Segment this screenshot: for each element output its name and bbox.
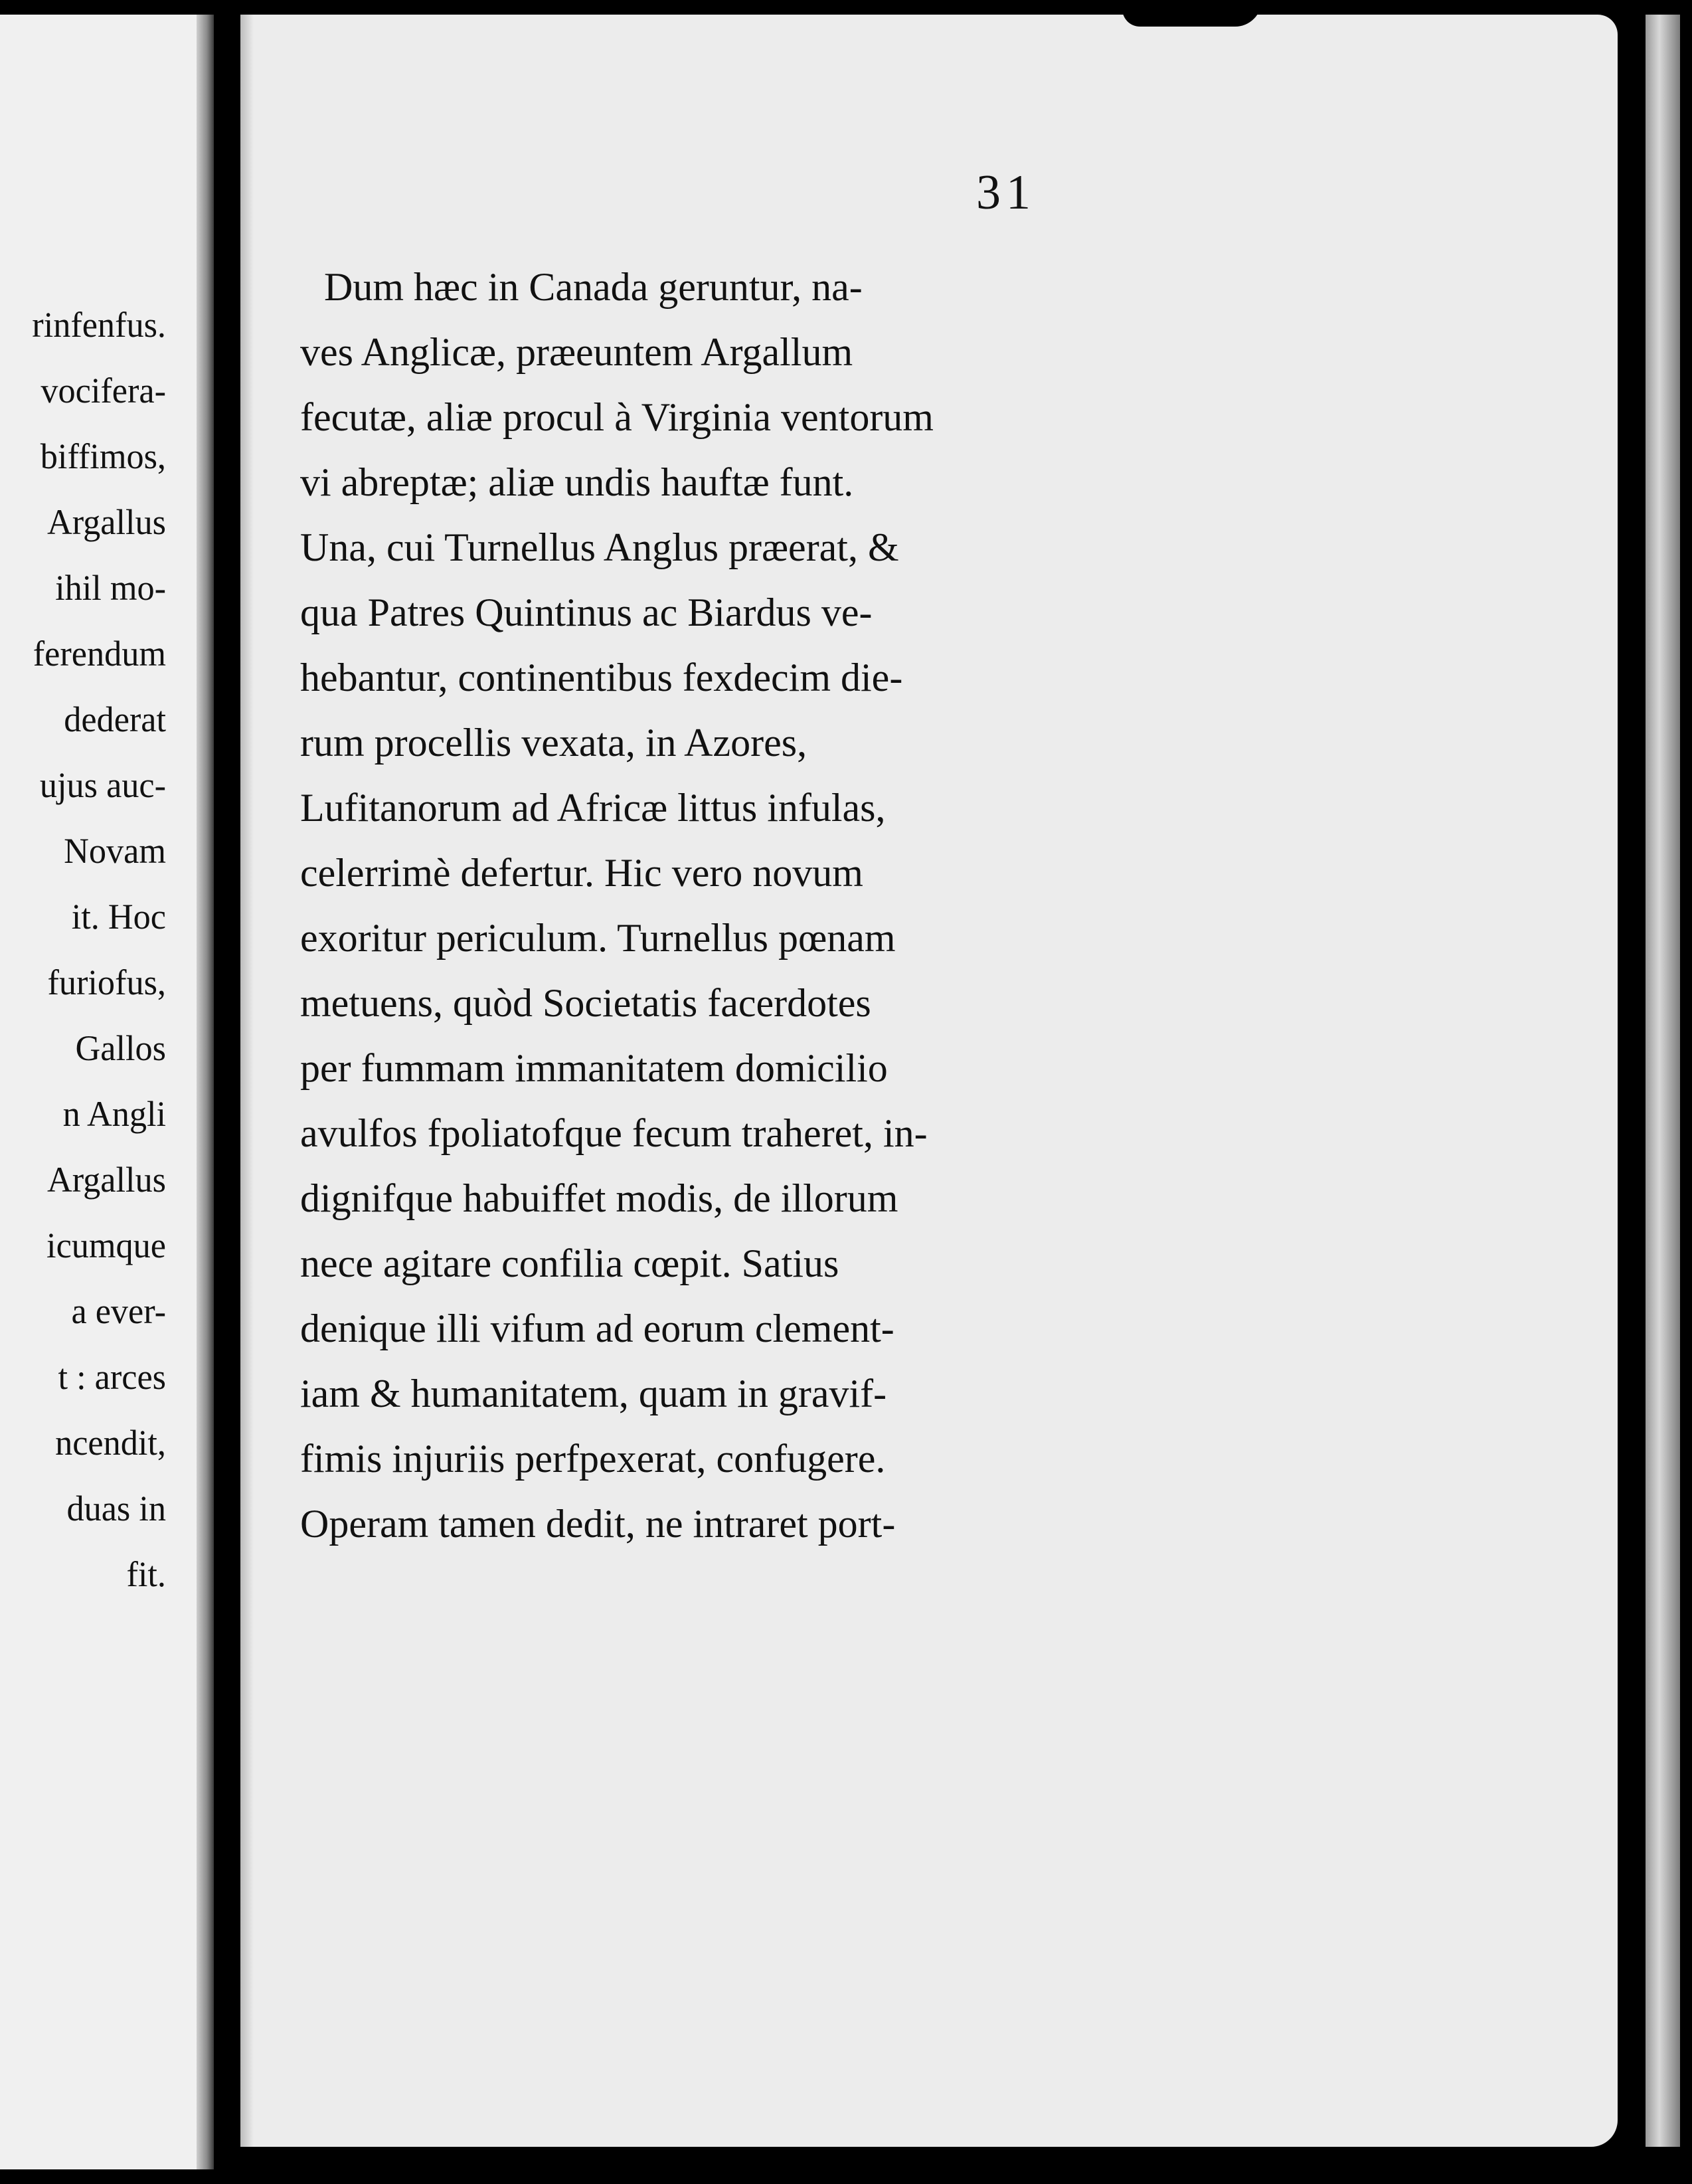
- previous-page-line: dederat: [64, 699, 166, 739]
- previous-page-line: Novam: [64, 831, 166, 871]
- text-line: celerrimè defertur. Hic vero novum: [300, 851, 863, 895]
- previous-page-line: a ever-: [71, 1291, 166, 1331]
- previous-page-line: t : arces: [58, 1357, 167, 1397]
- main-page: [240, 15, 1618, 2147]
- previous-page-line: ujus auc-: [39, 765, 166, 805]
- text-line: metuens, quòd Societatis facerdotes: [300, 981, 871, 1025]
- page-number: 31: [976, 165, 1036, 220]
- text-line: hebantur, continentibus fexdecim die-: [300, 656, 903, 699]
- previous-page-line: ncendit,: [55, 1423, 166, 1463]
- text-line: avulfos fpoliatofque fecum traheret, in-: [300, 1111, 928, 1155]
- right-edge-band: [1618, 0, 1692, 2184]
- previous-page-line: ferendum: [33, 634, 166, 674]
- previous-page-line: vocifera-: [41, 371, 167, 410]
- text-line: vi abreptæ; aliæ undis hauftæ funt.: [300, 460, 854, 504]
- book-gutter: [214, 0, 240, 2184]
- text-line: ves Anglicæ, præeuntem Argallum: [300, 330, 853, 374]
- previous-page-line: fit.: [126, 1554, 166, 1594]
- previous-page-line: icumque: [46, 1226, 166, 1265]
- text-line: dignifque habuiffet modis, de illorum: [300, 1176, 898, 1220]
- text-line: fimis injuriis perfpexerat, confugere.: [300, 1437, 886, 1481]
- text-line: fecutæ, aliæ procul à Virginia ventorum: [300, 395, 934, 439]
- text-line: rum procellis vexata, in Azores,: [300, 721, 807, 765]
- previous-page-fragment: [0, 15, 214, 2169]
- previous-page-line: it. Hoc: [71, 897, 167, 937]
- text-line: Dum hæc in Canada geruntur, na-: [324, 265, 863, 309]
- text-line: denique illi vifum ad eorum clement-: [300, 1307, 894, 1350]
- page-edge-shadow: [197, 15, 214, 2169]
- text-line: qua Patres Quintinus ac Biardus ve-: [300, 591, 873, 634]
- text-line: exoritur periculum. Turnellus pœnam: [300, 916, 896, 960]
- page-stack-edge: [1646, 15, 1680, 2147]
- text-line: Lufitanorum ad Africæ littus infulas,: [300, 786, 886, 830]
- previous-page-line: furiofus,: [47, 962, 166, 1002]
- previous-page-line: rinfenfus.: [32, 305, 167, 345]
- text-line: nece agitare confilia cœpit. Satius: [300, 1241, 839, 1285]
- previous-page-line: n Angli: [62, 1094, 166, 1134]
- previous-page-line: Argallus: [46, 502, 166, 542]
- text-line: iam & humanitatem, quam in gravif-: [300, 1372, 887, 1415]
- previous-page-line: duas in: [66, 1489, 166, 1528]
- text-line: Operam tamen dedit, ne intraret port-: [300, 1502, 896, 1546]
- text-line: per fummam immanitatem domicilio: [300, 1046, 888, 1090]
- previous-page-text: [0, 292, 206, 1607]
- ink-blot: [1122, 0, 1262, 27]
- previous-page-line: ihil mo-: [55, 568, 166, 608]
- previous-page-line: Gallos: [75, 1028, 166, 1068]
- previous-page-line: biffimos,: [40, 436, 167, 476]
- text-line: Una, cui Turnellus Anglus præerat, &: [300, 525, 899, 569]
- previous-page-line: Argallus: [46, 1160, 166, 1200]
